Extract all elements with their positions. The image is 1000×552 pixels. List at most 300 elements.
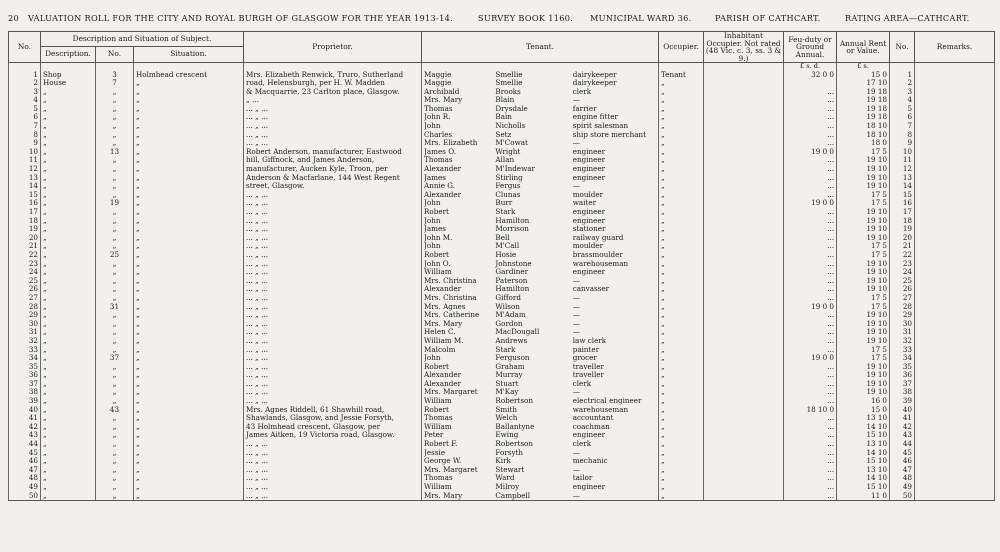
table-row xyxy=(9,260,995,269)
row-tenant xyxy=(422,122,659,131)
row-street-number: „ xyxy=(96,113,134,122)
row-number-right: 16 xyxy=(890,199,915,208)
row-tenant xyxy=(422,431,659,440)
tenant-occupation: — xyxy=(572,465,580,474)
row-number-right: 15 xyxy=(890,191,915,200)
row-proprietor: ... „ ... xyxy=(244,199,422,208)
row-description: „ xyxy=(41,96,96,105)
tenant-forename: John xyxy=(424,354,441,363)
tenant-surname: Paterson xyxy=(495,276,528,285)
row-occupier: „ xyxy=(659,397,704,406)
row-number-right: 42 xyxy=(890,423,915,432)
row-street-number: „ xyxy=(96,88,134,97)
row-situation: „ xyxy=(134,217,244,226)
tenant-surname: M'Adam xyxy=(495,311,526,320)
row-annual-rent: 11 0 xyxy=(837,492,890,501)
row-inhabitant xyxy=(704,260,784,269)
row-inhabitant xyxy=(704,131,784,140)
row-remarks xyxy=(915,354,995,363)
row-remarks xyxy=(915,311,995,320)
row-proprietor: ... „ ... xyxy=(244,354,422,363)
row-annual-rent: 17 5 xyxy=(837,294,890,303)
row-annual-rent: 17 5 xyxy=(837,303,890,312)
row-feu-duty: ... xyxy=(784,268,837,277)
row-number-right: 17 xyxy=(890,208,915,217)
row-annual-rent: 19 18 xyxy=(837,96,890,105)
row-street-number: 37 xyxy=(96,354,134,363)
tenant-occupation: — xyxy=(572,328,580,337)
row-number: 47 xyxy=(9,466,41,475)
row-occupier: „ xyxy=(659,328,704,337)
tenant-surname: Stark xyxy=(495,208,516,216)
tenant-surname: Murray xyxy=(495,371,523,380)
row-feu-duty: 19 0 0 xyxy=(784,199,837,208)
table-row xyxy=(9,242,995,251)
row-feu-duty: ... xyxy=(784,122,837,131)
row-feu-duty: ... xyxy=(784,294,837,303)
row-street-number: „ xyxy=(96,414,134,423)
row-number: 8 xyxy=(9,131,41,140)
table-row xyxy=(9,234,995,243)
row-description: „ xyxy=(41,457,96,466)
row-proprietor: Mrs. Elizabeth Renwick, Truro, Sutherland xyxy=(244,71,422,80)
tenant-surname: Drysdale xyxy=(495,104,528,113)
row-occupier: „ xyxy=(659,225,704,234)
row-tenant xyxy=(422,337,659,346)
tenant-surname: Andrews xyxy=(495,336,528,345)
row-number-right: 18 xyxy=(890,217,915,226)
col-header-tenant: Tenant. xyxy=(422,32,659,63)
tenant-surname: Wilson xyxy=(495,302,520,311)
row-street-number: „ xyxy=(96,294,134,303)
row-number: 33 xyxy=(9,346,41,355)
row-occupier: „ xyxy=(659,113,704,122)
row-inhabitant xyxy=(704,328,784,337)
tenant-forename: William xyxy=(424,422,452,431)
row-tenant xyxy=(422,71,659,80)
tenant-forename: Mrs. Mary xyxy=(424,319,463,328)
row-inhabitant xyxy=(704,105,784,114)
row-annual-rent: 17 5 xyxy=(837,354,890,363)
row-proprietor: ... „ ... xyxy=(244,474,422,483)
tenant-occupation: accountant xyxy=(572,414,614,423)
currency-lsd: £ s. d. xyxy=(784,63,837,71)
row-feu-duty: 19 0 0 xyxy=(784,148,837,157)
tenant-occupation: — xyxy=(572,388,580,397)
row-situation: „ xyxy=(134,380,244,389)
table-row xyxy=(9,346,995,355)
row-tenant xyxy=(422,156,659,165)
tenant-forename: Mrs. Christina xyxy=(424,293,477,302)
row-description: „ xyxy=(41,388,96,397)
row-situation: „ xyxy=(134,148,244,157)
row-remarks xyxy=(915,268,995,277)
col-header-description-group: Description and Situation of Subject. xyxy=(41,32,244,47)
row-feu-duty: ... xyxy=(784,251,837,260)
row-tenant xyxy=(422,268,659,277)
row-feu-duty: ... xyxy=(784,156,837,165)
row-number: 14 xyxy=(9,182,41,191)
row-inhabitant xyxy=(704,371,784,380)
tenant-forename: Mrs. Elizabeth xyxy=(424,139,478,148)
tenant-forename: John xyxy=(424,216,441,225)
row-occupier: „ xyxy=(659,285,704,294)
col-header-inhabitant-occupier: Inhabitant Occupier. Not rated (48 Vic. c. 3, ss. 3 & 9.) xyxy=(704,32,784,63)
tenant-surname: Smith xyxy=(495,405,517,414)
table-row xyxy=(9,191,995,200)
row-tenant xyxy=(422,414,659,423)
row-street-number: „ xyxy=(96,131,134,140)
row-situation: „ xyxy=(134,139,244,148)
row-tenant xyxy=(422,406,659,415)
row-remarks xyxy=(915,303,995,312)
row-tenant xyxy=(422,208,659,217)
row-proprietor: ... „ ... xyxy=(244,251,422,260)
row-street-number: „ xyxy=(96,96,134,105)
tenant-occupation: ship store merchant xyxy=(572,130,647,139)
row-inhabitant xyxy=(704,156,784,165)
row-occupier: „ xyxy=(659,105,704,114)
row-number: 11 xyxy=(9,156,41,165)
row-number: 44 xyxy=(9,440,41,449)
row-number: 5 xyxy=(9,105,41,114)
tenant-surname: Smellie xyxy=(495,70,523,79)
tenant-occupation: — xyxy=(572,293,580,302)
row-number: 40 xyxy=(9,406,41,415)
row-inhabitant xyxy=(704,96,784,105)
currency-row xyxy=(9,63,995,71)
row-annual-rent: 13 10 xyxy=(837,466,890,475)
row-number: 12 xyxy=(9,165,41,174)
row-street-number: „ xyxy=(96,388,134,397)
tenant-occupation: — xyxy=(572,319,580,328)
row-situation: „ xyxy=(134,457,244,466)
tenant-forename: Robert F. xyxy=(424,440,458,449)
row-situation: „ xyxy=(134,234,244,243)
row-number-right: 47 xyxy=(890,466,915,475)
row-number-right: 44 xyxy=(890,440,915,449)
row-street-number: „ xyxy=(96,346,134,355)
row-annual-rent: 19 10 xyxy=(837,234,890,243)
row-tenant xyxy=(422,242,659,251)
row-number-right: 3 xyxy=(890,88,915,97)
row-annual-rent: 15 0 xyxy=(837,406,890,415)
row-annual-rent: 19 10 xyxy=(837,337,890,346)
row-description: „ xyxy=(41,182,96,191)
row-situation: „ xyxy=(134,397,244,406)
row-proprietor: ... „ ... xyxy=(244,397,422,406)
tenant-occupation: traveller xyxy=(572,362,604,371)
row-occupier: „ xyxy=(659,354,704,363)
row-annual-rent: 19 10 xyxy=(837,268,890,277)
row-proprietor: ... „ ... xyxy=(244,277,422,286)
tenant-surname: Welch xyxy=(495,414,518,423)
row-occupier: „ xyxy=(659,268,704,277)
row-street-number: „ xyxy=(96,285,134,294)
row-annual-rent: 19 10 xyxy=(837,217,890,226)
row-feu-duty: ... xyxy=(784,277,837,286)
row-description: „ xyxy=(41,320,96,329)
row-remarks xyxy=(915,320,995,329)
row-occupier: „ xyxy=(659,122,704,131)
tenant-forename: Alexander xyxy=(424,165,462,174)
table-row xyxy=(9,71,995,80)
row-remarks xyxy=(915,260,995,269)
row-tenant xyxy=(422,311,659,320)
row-annual-rent: 19 10 xyxy=(837,328,890,337)
row-situation: „ xyxy=(134,251,244,260)
table-row xyxy=(9,492,995,501)
row-street-number: 43 xyxy=(96,406,134,415)
row-situation: „ xyxy=(134,156,244,165)
tenant-forename: Mrs. Catherine xyxy=(424,311,480,320)
row-remarks xyxy=(915,199,995,208)
row-tenant xyxy=(422,320,659,329)
row-situation: „ xyxy=(134,414,244,423)
tenant-surname: M'Call xyxy=(495,242,520,251)
row-feu-duty: 32 0 0 xyxy=(784,71,837,80)
row-remarks xyxy=(915,156,995,165)
tenant-occupation: engineer xyxy=(572,173,606,182)
row-feu-duty: ... xyxy=(784,96,837,105)
tenant-occupation: spirit salesman xyxy=(572,122,629,131)
row-description: „ xyxy=(41,414,96,423)
row-proprietor: ... „ ... xyxy=(244,346,422,355)
row-annual-rent: 19 18 xyxy=(837,88,890,97)
row-annual-rent: 17 5 xyxy=(837,199,890,208)
row-number: 15 xyxy=(9,191,41,200)
row-annual-rent: 19 10 xyxy=(837,156,890,165)
row-situation: „ xyxy=(134,431,244,440)
row-inhabitant xyxy=(704,294,784,303)
row-feu-duty: ... xyxy=(784,242,837,251)
row-occupier: „ xyxy=(659,217,704,226)
tenant-forename: John R. xyxy=(424,113,451,122)
row-description: „ xyxy=(41,260,96,269)
row-description: „ xyxy=(41,423,96,432)
row-situation: „ xyxy=(134,388,244,397)
row-number-right: 26 xyxy=(890,285,915,294)
row-proprietor: ... „ ... xyxy=(244,380,422,389)
row-number-right: 34 xyxy=(890,354,915,363)
row-number-right: 45 xyxy=(890,449,915,458)
row-occupier: „ xyxy=(659,294,704,303)
tenant-surname: Burr xyxy=(495,199,513,208)
row-situation: „ xyxy=(134,242,244,251)
row-proprietor: ... „ ... xyxy=(244,449,422,458)
tenant-forename: Robert xyxy=(424,250,449,259)
row-inhabitant xyxy=(704,285,784,294)
tenant-surname: Fergus xyxy=(495,182,521,191)
table-row xyxy=(9,156,995,165)
tenant-forename: William xyxy=(424,483,452,491)
row-situation: „ xyxy=(134,88,244,97)
row-number: 20 xyxy=(9,234,41,243)
row-number: 43 xyxy=(9,431,41,440)
row-number: 10 xyxy=(9,148,41,157)
table-row xyxy=(9,466,995,475)
valuation-table xyxy=(8,31,995,501)
row-tenant xyxy=(422,260,659,269)
row-inhabitant xyxy=(704,406,784,415)
row-tenant xyxy=(422,466,659,475)
tenant-surname: M'Indewar xyxy=(495,165,535,174)
row-description: „ xyxy=(41,328,96,337)
row-number: 31 xyxy=(9,328,41,337)
tenant-forename: William xyxy=(424,397,452,406)
row-description: „ xyxy=(41,440,96,449)
tenant-surname: Bain xyxy=(495,113,512,122)
row-street-number: „ xyxy=(96,337,134,346)
row-number-right: 37 xyxy=(890,380,915,389)
row-feu-duty: ... xyxy=(784,225,837,234)
table-row xyxy=(9,174,995,183)
row-situation: „ xyxy=(134,105,244,114)
row-tenant xyxy=(422,174,659,183)
row-proprietor: ... „ ... xyxy=(244,191,422,200)
row-feu-duty: ... xyxy=(784,165,837,174)
row-street-number: „ xyxy=(96,466,134,475)
row-number: 24 xyxy=(9,268,41,277)
row-situation: „ xyxy=(134,483,244,492)
tenant-occupation: warehouseman xyxy=(572,259,629,268)
row-situation: „ xyxy=(134,277,244,286)
row-proprietor: ... „ ... xyxy=(244,217,422,226)
row-annual-rent: 19 10 xyxy=(837,363,890,372)
row-street-number: „ xyxy=(96,449,134,458)
tenant-occupation: — xyxy=(572,491,580,500)
row-street-number: „ xyxy=(96,225,134,234)
row-occupier: „ xyxy=(659,234,704,243)
row-street-number: „ xyxy=(96,492,134,501)
tenant-forename: Robert xyxy=(424,208,449,216)
row-occupier: „ xyxy=(659,363,704,372)
table-row xyxy=(9,457,995,466)
table-row xyxy=(9,337,995,346)
table-row xyxy=(9,440,995,449)
row-remarks xyxy=(915,371,995,380)
row-proprietor: ... „ ... xyxy=(244,285,422,294)
row-situation: „ xyxy=(134,474,244,483)
tenant-occupation: moulder xyxy=(572,242,604,251)
row-inhabitant xyxy=(704,79,784,88)
tenant-occupation: engineer xyxy=(572,483,606,491)
row-feu-duty: ... xyxy=(784,337,837,346)
row-description: „ xyxy=(41,199,96,208)
row-number-right: 35 xyxy=(890,363,915,372)
row-remarks xyxy=(915,79,995,88)
survey-book: SURVEY BOOK 1160. xyxy=(478,13,574,23)
row-inhabitant xyxy=(704,174,784,183)
tenant-forename: Maggie xyxy=(424,79,452,88)
tenant-forename: Thomas xyxy=(424,474,453,483)
row-occupier: „ xyxy=(659,406,704,415)
row-situation: „ xyxy=(134,466,244,475)
row-tenant xyxy=(422,96,659,105)
row-number: 46 xyxy=(9,457,41,466)
tenant-surname: Robertson xyxy=(495,440,533,449)
table-row xyxy=(9,311,995,320)
row-number-right: 28 xyxy=(890,303,915,312)
row-inhabitant xyxy=(704,303,784,312)
row-occupier: „ xyxy=(659,311,704,320)
tenant-surname: Gardiner xyxy=(495,268,529,277)
tenant-forename: George W. xyxy=(424,457,462,466)
row-occupier: „ xyxy=(659,88,704,97)
table-row xyxy=(9,96,995,105)
row-tenant xyxy=(422,234,659,243)
row-proprietor: ... „ ... xyxy=(244,457,422,466)
row-proprietor: ... „ ... xyxy=(244,294,422,303)
row-number: 21 xyxy=(9,242,41,251)
tenant-occupation: — xyxy=(572,139,580,148)
row-street-number: „ xyxy=(96,431,134,440)
tenant-surname: Johnstone xyxy=(495,259,532,268)
row-occupier: „ xyxy=(659,423,704,432)
row-proprietor: ... „ ... xyxy=(244,105,422,114)
row-remarks xyxy=(915,474,995,483)
row-feu-duty: ... xyxy=(784,311,837,320)
row-annual-rent: 18 10 xyxy=(837,122,890,131)
row-street-number: 31 xyxy=(96,303,134,312)
row-situation: „ xyxy=(134,354,244,363)
row-tenant xyxy=(422,423,659,432)
tenant-forename: Mrs. Margaret xyxy=(424,465,478,474)
row-number-right: 31 xyxy=(890,328,915,337)
row-remarks xyxy=(915,88,995,97)
row-inhabitant xyxy=(704,199,784,208)
table-row xyxy=(9,251,995,260)
tenant-forename: Thomas xyxy=(424,104,453,113)
row-situation: „ xyxy=(134,268,244,277)
row-number-right: 46 xyxy=(890,457,915,466)
row-feu-duty: ... xyxy=(784,397,837,406)
row-tenant xyxy=(422,165,659,174)
row-number: 29 xyxy=(9,311,41,320)
row-annual-rent: 14 10 xyxy=(837,423,890,432)
tenant-occupation: engineer xyxy=(572,147,606,156)
row-number-right: 4 xyxy=(890,96,915,105)
row-description: „ xyxy=(41,303,96,312)
currency-ls: £ s. xyxy=(837,63,890,71)
table-row xyxy=(9,380,995,389)
row-proprietor: ... „ ... xyxy=(244,337,422,346)
tenant-occupation: traveller xyxy=(572,371,604,380)
row-number-right: 29 xyxy=(890,311,915,320)
row-description: „ xyxy=(41,311,96,320)
row-remarks xyxy=(915,242,995,251)
row-proprietor: Anderson & Macfarlane, 144 West Regent xyxy=(244,174,422,183)
row-situation: Holmhead crescent xyxy=(134,71,244,80)
row-street-number: „ xyxy=(96,242,134,251)
tenant-surname: Campbell xyxy=(495,491,531,500)
tenant-surname: Ballantyne xyxy=(495,422,535,431)
row-number: 3 xyxy=(9,88,41,97)
row-inhabitant xyxy=(704,431,784,440)
row-annual-rent: 17 5 xyxy=(837,191,890,200)
tenant-forename: Charles xyxy=(424,130,453,139)
row-feu-duty: ... xyxy=(784,260,837,269)
tenant-forename: Peter xyxy=(424,431,444,440)
row-occupier: „ xyxy=(659,251,704,260)
tenant-surname: Gordon xyxy=(495,319,523,328)
col-header-no: No. xyxy=(9,32,41,63)
tenant-forename: Mrs. Christina xyxy=(424,276,477,285)
row-street-number: „ xyxy=(96,397,134,406)
row-number: 18 xyxy=(9,217,41,226)
row-feu-duty: ... xyxy=(784,320,837,329)
row-number-right: 13 xyxy=(890,174,915,183)
